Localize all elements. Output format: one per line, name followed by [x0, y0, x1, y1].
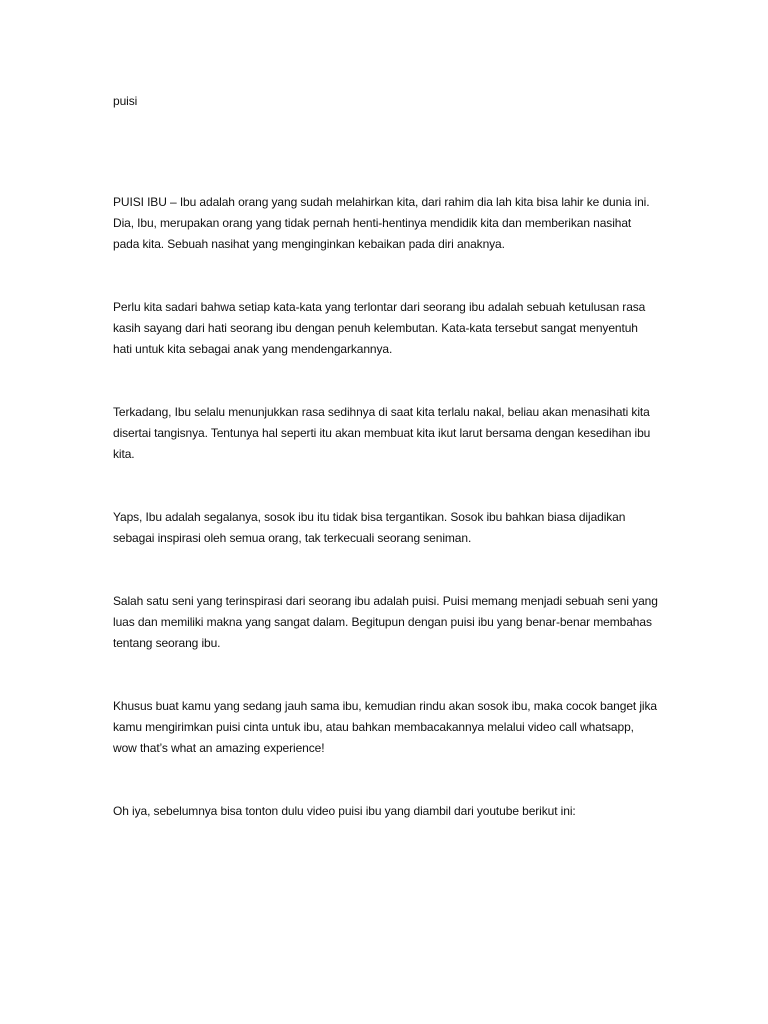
document-title: puisi: [113, 94, 138, 108]
paragraph-poetry-art: Salah satu seni yang terinspirasi dari seorang ibu adalah puisi. Puisi memang menjadi sebuah seni yang luas dan memiliki makna yang sangat dalam. Begitupun dengan puisi ibu yang benar-benar membahas tentang seorang ibu.: [113, 594, 658, 650]
paragraph-video-intro: Oh iya, sebelumnya bisa tonton dulu video puisi ibu yang diambil dari youtube berikut ini:: [113, 804, 576, 818]
document-body: [113, 91, 658, 822]
paragraph-mother-everything: Yaps, Ibu adalah segalanya, sosok ibu itu tidak bisa tergantikan. Sosok ibu bahkan biasa dijadikan sebagai inspirasi oleh semua orang, tak terkecuali seorang seniman.: [113, 510, 626, 545]
paragraph-mother-sadness: Terkadang, Ibu selalu menunjukkan rasa sedihnya di saat kita terlalu nakal, beliau akan menasihati kita disertai tangisnya. Tentunya hal seperti itu akan membuat kita ikut larut bersama dengan kesedihan ibu kita.: [113, 405, 651, 461]
paragraph-send-poem: Khusus buat kamu yang sedang jauh sama ibu, kemudian rindu akan sosok ibu, maka cocok banget jika kamu mengirimkan puisi cinta untuk ibu, atau bahkan membacakannya melalui video call whatsapp, wow that’s what an amazing experience!: [113, 699, 657, 755]
paragraph-intro: PUISI IBU – Ibu adalah orang yang sudah melahirkan kita, dari rahim dia lah kita bisa lahir ke dunia ini. Dia, Ibu, merupakan orang yang tidak pernah henti-hentinya mendidik kita dan memberikan nasihat pada kita. Sebuah nasihat yang menginginkan kebaikan pada diri anaknya.: [113, 195, 650, 251]
paragraph-mother-words: Perlu kita sadari bahwa setiap kata-kata yang terlontar dari seorang ibu adalah sebuah ketulusan rasa kasih sayang dari hati seorang ibu dengan penuh kelembutan. Kata-kata tersebut sangat menyentuh hati untuk kita sebagai anak yang mendengarkannya.: [113, 300, 646, 356]
